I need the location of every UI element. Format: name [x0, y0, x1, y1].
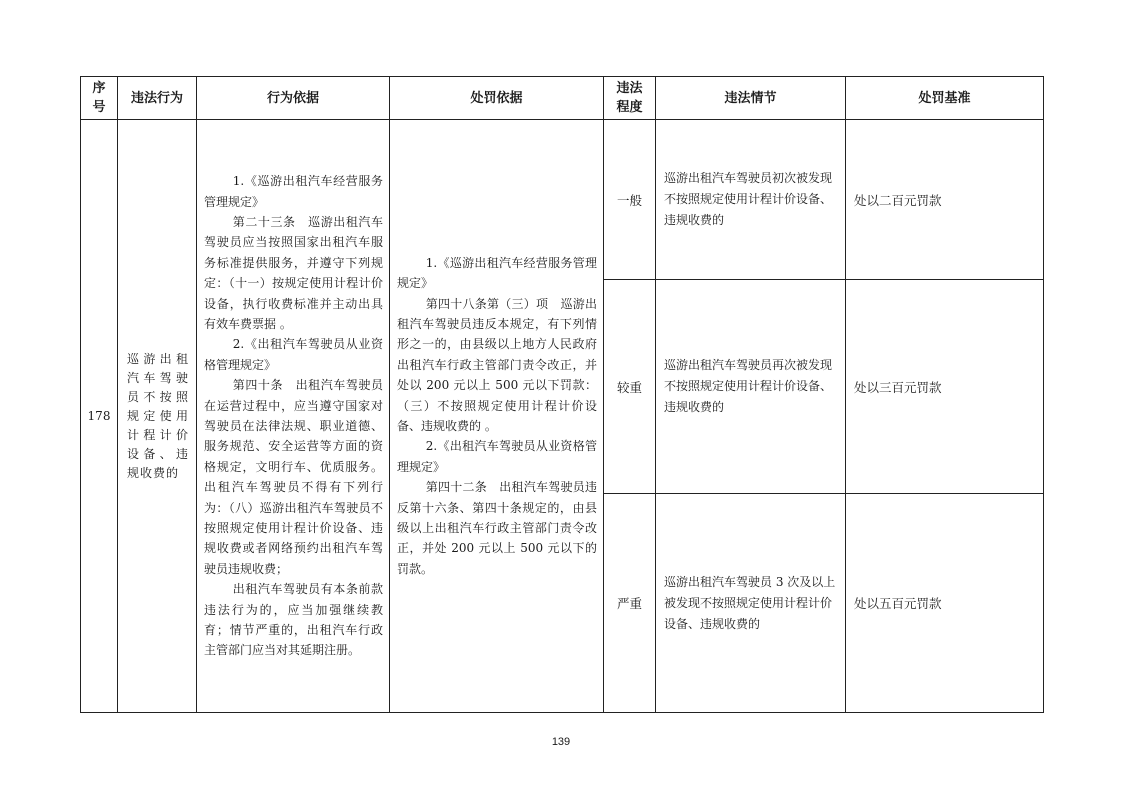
header-behavior-basis: 行为依据 [197, 77, 390, 120]
violation-cell: 巡游出租汽车驾驶员不按照规定使用计程计价设备、违规收费的 [118, 120, 197, 713]
header-penalty-basis: 处罚依据 [390, 77, 604, 120]
degree-severe: 严重 [604, 494, 656, 713]
basis-paragraph: 第二十三条 巡游出租汽车驾驶员应当按照国家出租汽车服务标准提供服务，并遵守下列规定：（十一）按规定使用计程计价设备，执行收费标准并主动出具有效车费票据 。 [204, 214, 383, 331]
header-situation: 违法情节 [656, 77, 846, 120]
situation-serious: 巡游出租汽车驾驶员再次被发现不按照规定使用计程计价设备、违规收费的 [656, 280, 846, 494]
header-standard: 处罚基准 [846, 77, 1044, 120]
standard-general: 处以二百元罚款 [846, 120, 1044, 280]
basis-paragraph: 第四十条 出租汽车驾驶员在运营过程中，应当遵守国家对驾驶员在法律法规、职业道德、服务规范、安全运营等方面的资格规定，文明行车、优质服务。出租汽车驾驶员不得有下列行为：（八）巡游出租汽车驾驶员不按照规定使用计程计价设备、违规收费或者网络预约出租汽车驾驶员违规收费； [204, 378, 383, 576]
header-violation: 违法行为 [118, 77, 197, 120]
degree-serious: 较重 [604, 280, 656, 494]
standard-severe: 处以五百元罚款 [846, 494, 1044, 713]
penalty-paragraph: 第四十二条 出租汽车驾驶员违反第十六条、第四十条规定的，由县级以上出租汽车行政主管部门责令改正，并处 200 元以上 500 元以下的罚款。 [397, 480, 597, 576]
seq-cell: 178 [81, 120, 118, 713]
standard-serious: 处以三百元罚款 [846, 280, 1044, 494]
basis-paragraph: 出租汽车驾驶员有本条前款违法行为的，应当加强继续教育；情节严重的，出租汽车行政主管部门应当对其延期注册。 [204, 582, 383, 658]
behavior-basis-cell [197, 120, 390, 713]
degree-general: 一般 [604, 120, 656, 280]
basis-paragraph: 1.《巡游出租汽车经营服务管理规定》 [204, 174, 383, 209]
situation-severe: 巡游出租汽车驾驶员 3 次及以上被发现不按照规定使用计程计价设备、违规收费的 [656, 494, 846, 713]
header-row [81, 77, 1044, 120]
situation-general: 巡游出租汽车驾驶员初次被发现不按照规定使用计程计价设备、违规收费的 [656, 120, 846, 280]
penalty-paragraph: 1.《巡游出租汽车经营服务管理规定》 [397, 255, 597, 291]
basis-paragraph: 2.《出租汽车驾驶员从业资格管理规定》 [204, 337, 383, 372]
table-row [81, 120, 1044, 280]
penalty-paragraph: 2.《出租汽车驾驶员从业资格管理规定》 [397, 439, 597, 474]
page-number: 139 [551, 736, 571, 748]
penalty-paragraph: 第四十八条第（三）项 巡游出租汽车驾驶员违反本规定，有下列情形之一的，由县级以上地方人民政府出租汽车行政主管部门责令改正，并处以 200 元以上 500 元以下罚款：（三）不按照规定使用计程计价设备、违规收费的 。 [397, 296, 597, 433]
regulation-table [80, 76, 1044, 713]
header-degree: 违法程度 [604, 77, 656, 120]
penalty-basis-cell [390, 120, 604, 713]
header-seq: 序号 [81, 77, 118, 120]
